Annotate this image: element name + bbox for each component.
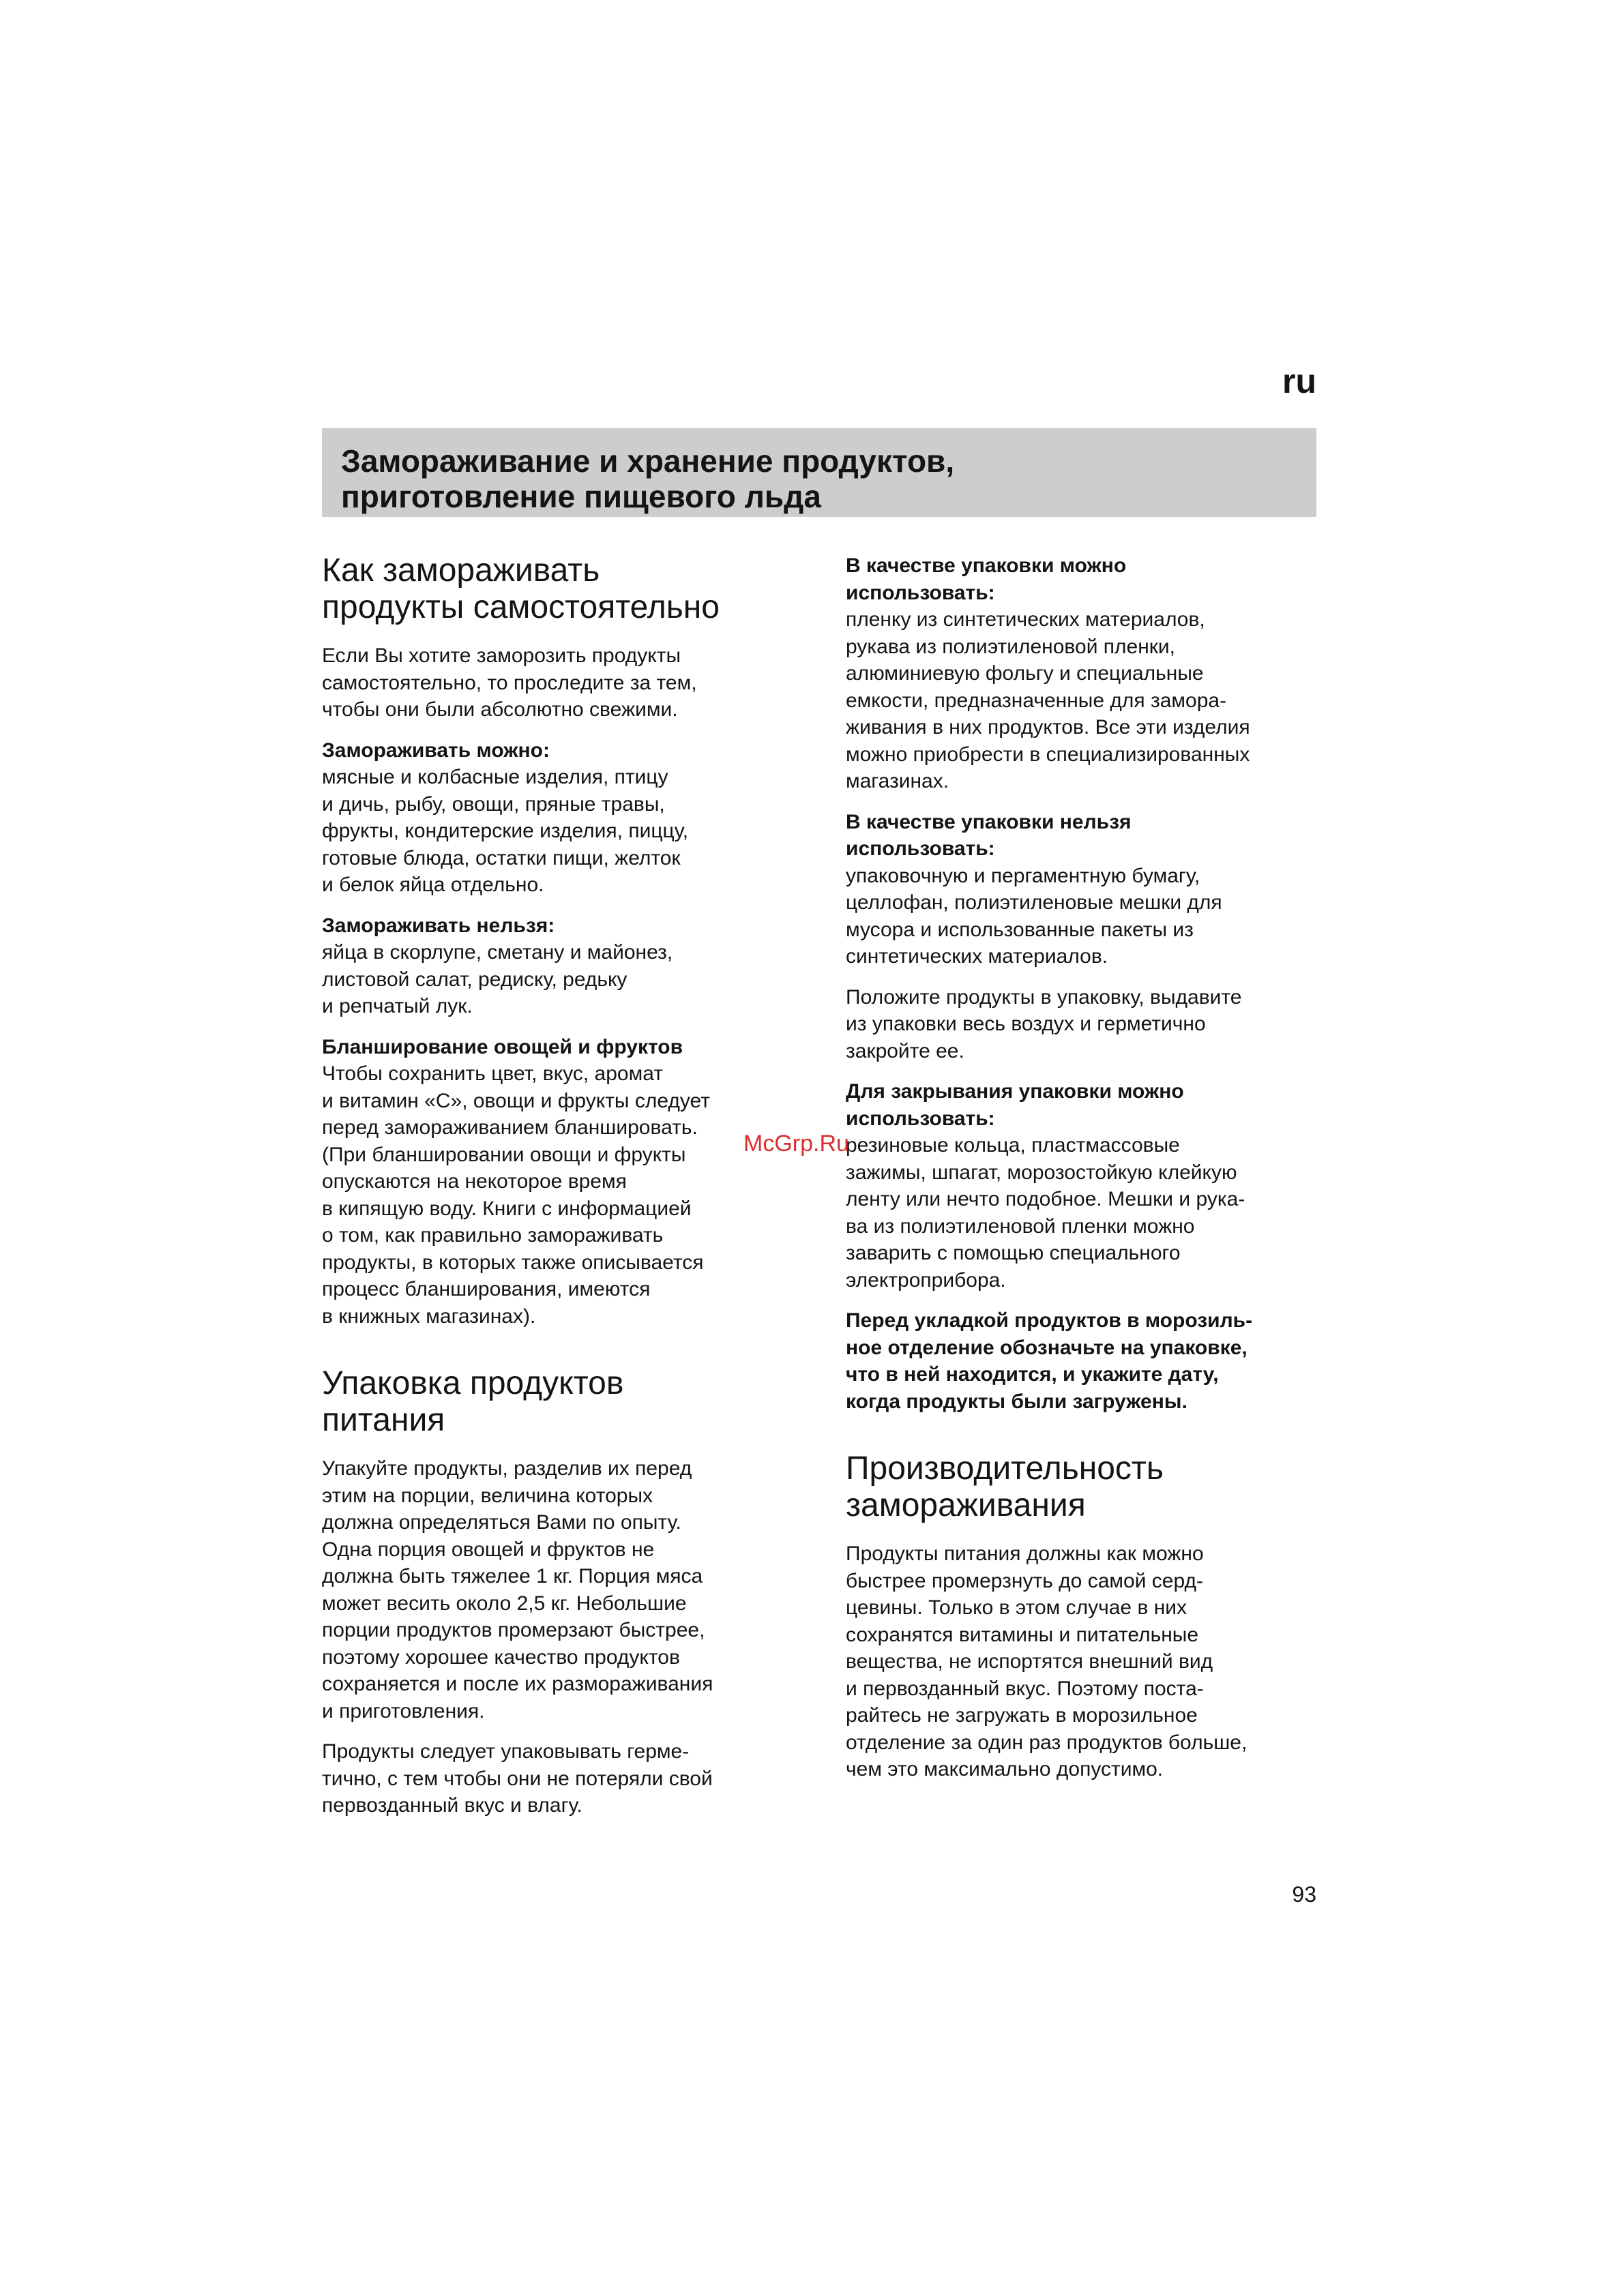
text-line: мусора и использованные пакеты из (846, 918, 1194, 941)
text-line: в кипящую воду. Книги с информацией (322, 1197, 692, 1220)
text-line: зажимы, шпагат, морозостойкую клейкую (846, 1161, 1237, 1184)
text-line: и приготовления. (322, 1699, 485, 1723)
packing-instruction-paragraph (846, 984, 1323, 1065)
text-line: порции продуктов промерзают быстрее, (322, 1619, 705, 1641)
subheading: Замораживать можно: (322, 739, 550, 762)
forbidden-packaging-paragraph (846, 809, 1323, 970)
text-line: целлофан, полиэтиленовые мешки для (846, 891, 1222, 914)
page-number: 93 (1292, 1882, 1316, 1907)
text-line: тично, с тем чтобы они не потеряли свой (322, 1767, 713, 1790)
text-line: в книжных магазинах). (322, 1304, 536, 1328)
text-line: вещества, не испортятся внешний вид (846, 1650, 1213, 1673)
right-column (846, 552, 1323, 1797)
text-line: из упаковки весь воздух и герметично (846, 1013, 1206, 1035)
note-line: Перед укладкой продуктов в морозиль- (846, 1309, 1253, 1332)
text-line: самостоятельно, то проследите за тем, (322, 671, 697, 694)
watermark: McGrp.Ru (743, 1131, 849, 1157)
text-line: быстрее промерзнуть до самой серд- (846, 1569, 1203, 1592)
text-line: алюминиевую фольгу и специальные (846, 662, 1204, 685)
heading-line: Как замораживать (322, 552, 600, 588)
text-line: Одна порция овощей и фруктов не (322, 1538, 655, 1561)
section-heading-freezing-capacity (846, 1450, 1323, 1524)
text-line: райтесь не загружать в морозильное (846, 1704, 1198, 1727)
note-line: когда продукты были загружены. (846, 1390, 1187, 1413)
text-line: ленту или нечто подобное. Мешки и рука- (846, 1188, 1245, 1210)
spacer (322, 1343, 803, 1365)
subheading: Бланширование овощей и фруктов (322, 1035, 683, 1058)
page-title-line: Замораживание и хранение продуктов, (341, 443, 955, 479)
text-line: яйца в скорлупе, сметану и майонез, (322, 941, 673, 964)
page-title-banner (322, 428, 1316, 517)
subheading: использовать: (846, 837, 995, 860)
can-freeze-paragraph (322, 737, 803, 899)
left-column (322, 552, 803, 1833)
section-heading-freeze-yourself (322, 552, 803, 626)
text-line: перед замораживанием бланшировать. (322, 1116, 698, 1139)
subheading: Замораживать нельзя: (322, 914, 555, 937)
heading-line: Производительность (846, 1450, 1164, 1487)
text-line: сохранятся витамины и питательные (846, 1623, 1199, 1646)
allowed-packaging-paragraph (846, 552, 1323, 795)
subheading: использовать: (846, 1107, 995, 1130)
freezing-capacity-paragraph (846, 1540, 1323, 1783)
text-line: закройте ее. (846, 1039, 964, 1062)
note-line: что в ней находится, и укажите дату, (846, 1363, 1219, 1386)
text-line: Чтобы сохранить цвет, вкус, аромат (322, 1062, 663, 1085)
text-line: Продукты питания должны как можно (846, 1542, 1204, 1565)
text-line: живания в них продуктов. Все эти изделия (846, 716, 1250, 739)
text-line: (При бланшировании овощи и фрукты (322, 1143, 686, 1166)
text-line: и белок яйца отдельно. (322, 874, 544, 896)
text-line: продукты, в которых также описывается (322, 1251, 704, 1274)
text-line: Положите продукты в упаковку, выдавите (846, 985, 1242, 1009)
intro-paragraph (322, 642, 803, 724)
text-line: этим на порции, величина которых (322, 1484, 653, 1507)
text-line: фрукты, кондитерские изделия, пиццу, (322, 820, 689, 842)
text-line: может весить около 2,5 кг. Небольшие (322, 1592, 687, 1615)
text-line: заварить с помощью специального (846, 1242, 1181, 1264)
text-line: готовые блюда, остатки пищи, желток (322, 846, 681, 869)
language-tag: ru (1282, 362, 1316, 400)
text-line: емкости, предназначенные для замора- (846, 689, 1227, 712)
note-line: ное отделение обозначьте на упаковке, (846, 1336, 1247, 1359)
text-line: опускаются на некоторое время (322, 1170, 627, 1193)
closing-materials-paragraph (846, 1078, 1323, 1294)
text-line: должна определяться Вами по опыту. (322, 1511, 681, 1534)
heading-line: продукты самостоятельно (322, 589, 720, 625)
text-line: синтетических материалов. (846, 945, 1108, 968)
text-line: должна быть тяжелее 1 кг. Порция мяса (322, 1565, 703, 1587)
text-line: чем это максимально допустимо. (846, 1758, 1164, 1780)
text-line: листовой салат, редиску, редьку (322, 968, 628, 991)
text-line: процесс бланширования, имеются (322, 1278, 651, 1300)
subheading: В качестве упаковки можно (846, 554, 1127, 577)
packaging-paragraph-1 (322, 1455, 803, 1725)
text-line: резиновые кольца, пластмассовые (846, 1134, 1180, 1157)
text-line: и репчатый лук. (322, 995, 473, 1017)
text-line: и витамин «С», овощи и фрукты следует (322, 1089, 710, 1112)
text-line: о том, как правильно замораживать (322, 1224, 664, 1247)
text-line: и дичь, рыбу, овощи, пряные травы, (322, 792, 665, 816)
text-line: рукава из полиэтиленовой пленки, (846, 635, 1176, 658)
heading-line: замораживания (846, 1487, 1086, 1523)
subheading: В качестве упаковки нельзя (846, 810, 1132, 833)
text-line: магазинах. (846, 770, 949, 792)
text-line: Если Вы хотите заморозить продукты (322, 644, 681, 667)
blanching-paragraph (322, 1034, 803, 1330)
heading-line: Упаковка продуктов (322, 1365, 624, 1401)
text-line: отделение за один раз продуктов больше, (846, 1731, 1247, 1754)
text-line: ва из полиэтиленовой пленки можно (846, 1214, 1195, 1238)
section-heading-packaging (322, 1365, 803, 1439)
text-line: электроприбора. (846, 1268, 1006, 1292)
text-line: поэтому хорошее качество продуктов (322, 1645, 680, 1669)
text-line: и первозданный вкус. Поэтому поста- (846, 1677, 1204, 1700)
text-line: мясные и колбасные изделия, птицу (322, 766, 668, 788)
text-line: чтобы они были абсолютно свежими. (322, 698, 678, 721)
text-line: сохраняется и после их размораживания (322, 1673, 713, 1695)
text-line: можно приобрести в специализированных (846, 743, 1250, 766)
text-line: Упакуйте продукты, разделив их перед (322, 1457, 692, 1480)
labeling-note-paragraph (846, 1307, 1323, 1415)
subheading: Для закрывания упаковки можно (846, 1080, 1184, 1103)
text-line: пленку из синтетических материалов, (846, 608, 1205, 631)
text-line: первозданный вкус и влагу. (322, 1794, 582, 1817)
cannot-freeze-paragraph (322, 912, 803, 1020)
text-line: Продукты следует упаковывать герме- (322, 1740, 690, 1763)
page-title-line: приготовление пищевого льда (341, 479, 821, 514)
text-line: упаковочную и пергаментную бумагу, (846, 864, 1200, 887)
heading-line: питания (322, 1402, 445, 1438)
spacer (846, 1429, 1323, 1450)
subheading: использовать: (846, 581, 995, 604)
packaging-paragraph-2 (322, 1738, 803, 1819)
text-line: цевины. Только в этом случае в них (846, 1596, 1187, 1619)
